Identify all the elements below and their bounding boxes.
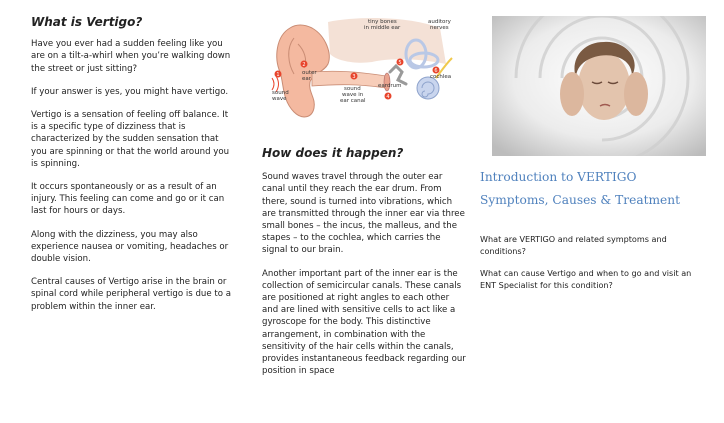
paragraph: Have you ever had a sudden feeling like you are on a tilt-a-whirl when you’re walking down the street or just sitting? xyxy=(31,39,231,74)
label-eardrum: eardrum xyxy=(378,83,402,89)
label-wave-in-canal-3: ear canal xyxy=(340,98,366,104)
marker-number: 6 xyxy=(434,68,438,74)
paragraph: It occurs spontaneously or as a result of an injury. This feeling can come and go or it can last for hours or days. xyxy=(31,182,225,217)
paragraph: Sound waves travel through the outer ear canal until they reach the ear drum. From there, sound is turned into vibrations, which are transmitted through the inner ear via three small bones – the incus, the malleus, and the stapes – to the cochlea, which carries the signal to our brain. xyxy=(262,172,465,256)
intro-title-line-1: Introduction to VERTIGO xyxy=(480,170,637,184)
label-tiny-bones: tiny bones xyxy=(368,19,397,25)
marker-number: 4 xyxy=(386,94,390,100)
label-cochlea: cochlea xyxy=(430,74,452,80)
what-is-vertigo-section xyxy=(31,16,236,324)
label-wave-in-canal: sound xyxy=(344,86,361,92)
what-is-vertigo-heading: What is Vertigo? xyxy=(31,15,143,29)
label-auditory-2: nerves xyxy=(430,25,449,31)
marker-number: 2 xyxy=(302,62,306,68)
middle-ear-bones xyxy=(390,66,406,84)
ear-anatomy-diagram xyxy=(268,14,454,130)
marker-number: 3 xyxy=(352,74,356,80)
question: What are VERTIGO and related symptoms and conditions? xyxy=(480,234,667,256)
marker-number: 5 xyxy=(398,60,402,66)
vertigo-photo xyxy=(492,16,706,156)
label-outer-ear: outer xyxy=(302,70,317,76)
introduction-section xyxy=(480,166,700,302)
intro-title-line-2: Symptoms, Causes & Treatment xyxy=(480,193,680,207)
how-does-it-happen-heading: How does it happen? xyxy=(262,146,404,160)
paragraph: Another important part of the inner ear is the collection of semicircular canals. These canals are positioned at right angles to each other and are lined with sensitive cells to act like a gyroscope for the body. This distinctive arrangement, in combination with the sensitivity of the hair cells within the canals, provides instantaneous feedback regarding our position in space xyxy=(262,268,466,377)
paragraph: Along with the dizziness, you may also experience nausea or vomiting, headaches or double vision. xyxy=(31,229,229,265)
label-outer-ear-2: ear xyxy=(302,76,312,82)
how-does-it-happen-section xyxy=(262,147,467,388)
label-wave-in-canal-2: wave in xyxy=(342,92,364,98)
intro-title xyxy=(480,166,700,212)
label-tiny-bones-2: in middle ear xyxy=(364,25,401,31)
paragraph: If your answer is yes, you might have vertigo. xyxy=(31,86,229,97)
label-auditory: auditory xyxy=(428,19,451,25)
label-sound-wave-2: wave xyxy=(272,96,287,102)
question: What can cause Vertigo and when to go and visit an ENT Specialist for this condition? xyxy=(480,268,692,290)
paragraph: Vertigo is a sensation of feeling off balance. It is a specific type of dizziness that is characterized by the sudden sensation that you are spinning or that the world around you is spinning. xyxy=(31,110,230,169)
paragraph: Central causes of Vertigo arise in the brain or spinal cord while peripheral vertigo is due to a problem within the inner ear. xyxy=(31,277,231,312)
label-sound-wave: sound xyxy=(272,90,289,96)
marker-number: 1 xyxy=(276,72,280,78)
